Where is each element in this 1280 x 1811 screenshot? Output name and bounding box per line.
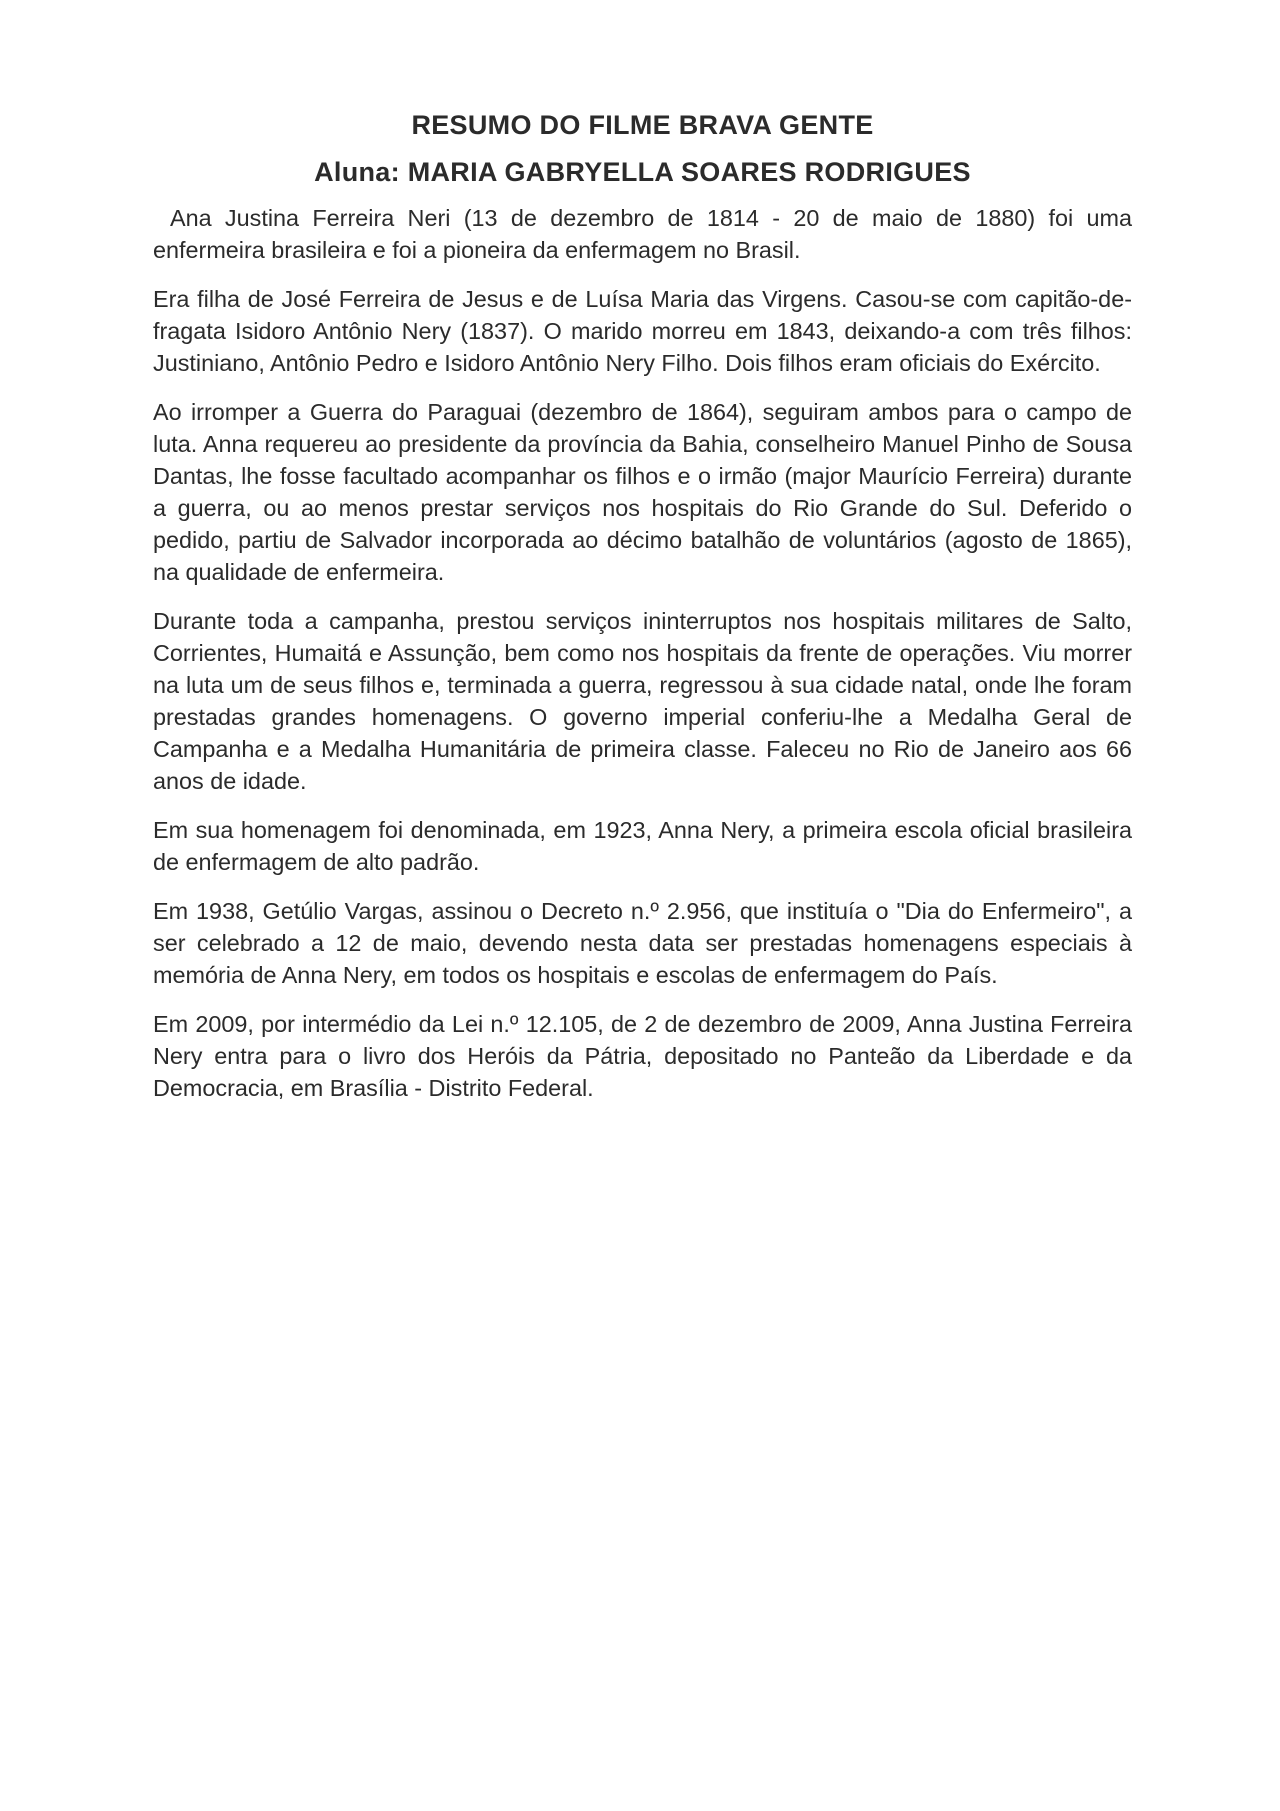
- paragraph-school-homage: Em sua homenagem foi denominada, em 1923, Anna Nery, a primeira escola oficial brasileira de enfermagem de alto padrão.: [153, 817, 1132, 875]
- paragraph-heroes-book: Em 2009, por intermédio da Lei n.º 12.105, de 2 de dezembro de 2009, Anna Justina Ferreira Nery entra para o livro dos Heróis da Pátria, depositado no Panteão da Liberdade e da Democracia, em Brasília - Distrito Federal.: [153, 1011, 1132, 1101]
- document-title: RESUMO DO FILME BRAVA GENTE: [411, 110, 874, 140]
- paragraph-family: Era filha de José Ferreira de Jesus e de Luísa Maria das Virgens. Casou-se com capitão-de-fragata Isidoro Antônio Nery (1837). O marido morreu em 1843, deixando-a com três filhos: Justiniano, Antônio Pedro e Isidoro Antônio Nery Filho. Dois filhos eram oficiais do Exército.: [153, 286, 1132, 376]
- paragraph-war: Ao irromper a Guerra do Paraguai (dezembro de 1864), seguiram ambos para o campo de luta. Anna requereu ao presidente da província da Bahia, conselheiro Manuel Pinho de Sousa Dantas, lhe fosse facultado acompanhar os filhos e o irmão (major Maurício Ferreira) durante a guerra, ou ao menos prestar serviços nos hospitais do Rio Grande do Sul. Deferido o pedido, partiu de Salvador incorporada ao décimo batalhão de voluntários (agosto de 1865), na qualidade de enfermeira.: [153, 399, 1132, 585]
- student-name: Aluna: MARIA GABRYELLA SOARES RODRIGUES: [314, 157, 971, 187]
- paragraph-campaign: Durante toda a campanha, prestou serviços ininterruptos nos hospitais militares de Salto, Corrientes, Humaitá e Assunção, bem como nos hospitais da frente de operações. Viu morrer na luta um de seus filhos e, terminada a guerra, regressou à sua cidade natal, onde lhe foram prestadas grandes homenagens. O governo imperial conferiu-lhe a Medalha Geral de Campanha e a Medalha Humanitária de primeira classe. Faleceu no Rio de Janeiro aos 66 anos de idade.: [153, 608, 1132, 794]
- document-body: [153, 106, 1132, 1121]
- paragraph-nurse-day: Em 1938, Getúlio Vargas, assinou o Decreto n.º 2.956, que instituía o "Dia do Enfermeiro", a ser celebrado a 12 de maio, devendo nesta data ser prestadas homenagens especiais à memória de Anna Nery, em todos os hospitais e escolas de enfermagem do País.: [153, 898, 1132, 988]
- paragraph-intro: Ana Justina Ferreira Neri (13 de dezembro de 1814 - 20 de maio de 1880) foi uma enfermeira brasileira e foi a pioneira da enfermagem no Brasil.: [153, 205, 1132, 263]
